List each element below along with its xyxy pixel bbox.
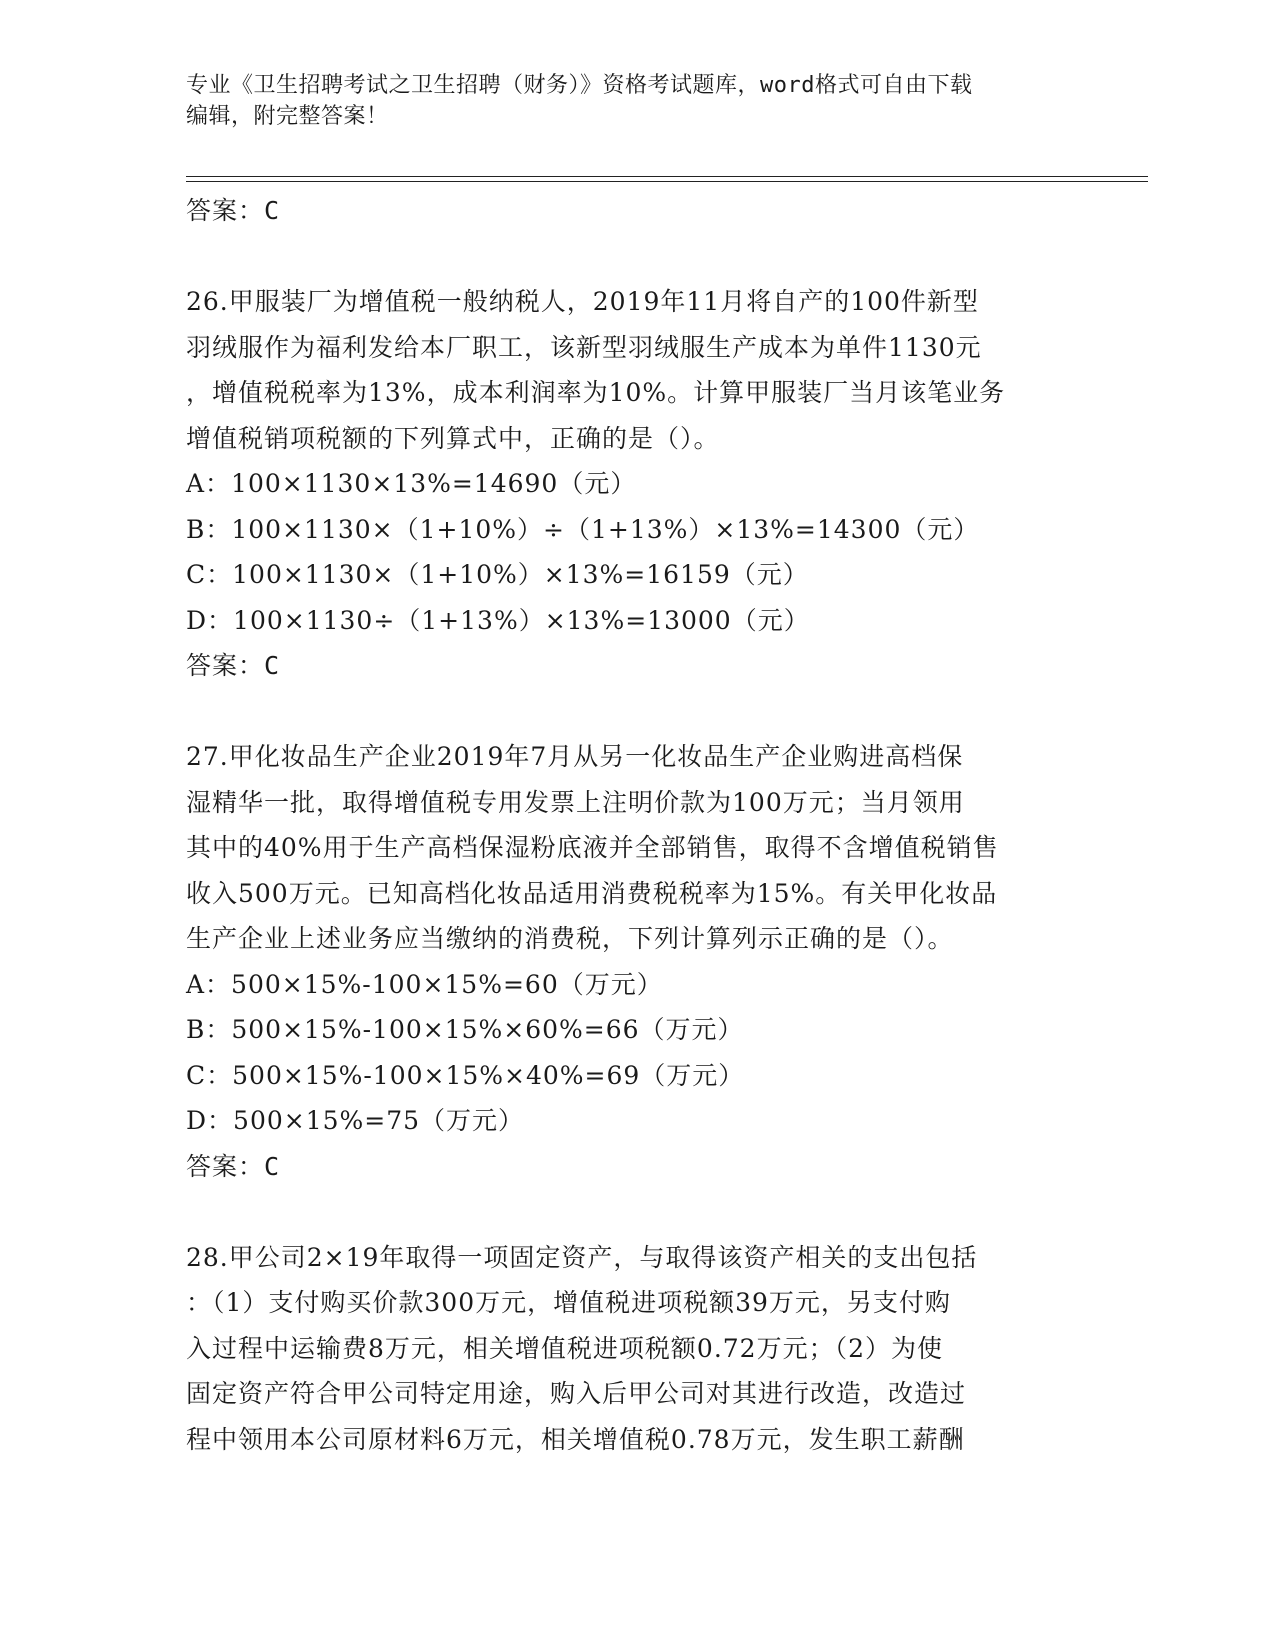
option-d: D：500×15%=75（万元）	[186, 1106, 525, 1135]
question-text-line: 26.甲服装厂为增值税一般纳税人，2019年11月将自产的100件新型	[186, 287, 979, 316]
question-28	[186, 1235, 1086, 1463]
question-text-line: 固定资产符合甲公司特定用途，购入后甲公司对其进行改造，改造过	[186, 1379, 967, 1408]
question-text-line: 增值税销项税额的下列算式中，正确的是（）。	[186, 423, 720, 453]
answer-26: 答案：C	[186, 651, 281, 680]
previous-answer: 答案：C	[186, 196, 281, 225]
question-text-line: 湿精华一批，取得增值税专用发票上注明价款为100万元；当月领用	[186, 787, 965, 817]
question-text-line: 羽绒服作为福利发给本厂职工，该新型羽绒服生产成本为单件1130元	[186, 332, 982, 362]
question-26	[186, 279, 1086, 689]
question-27	[186, 734, 1086, 1189]
answer-27: 答案：C	[186, 1151, 281, 1181]
option-b: B：500×15%-100×15%×60%=66（万元）	[186, 1015, 744, 1044]
option-a: A：100×1130×13%=14690（元）	[186, 469, 637, 498]
option-b: B：100×1130×（1+10%）÷（1+13%）×13%=14300（元）	[186, 514, 980, 544]
question-text-line: ，增值税税率为13%，成本利润率为10%。计算甲服装厂当月该笔业务	[186, 378, 1006, 407]
page-header	[186, 70, 1086, 132]
header-line-1: 专业《卫生招聘考试之卫生招聘（财务）》资格考试题库，word格式可自由下载	[186, 73, 973, 98]
option-c: C：500×15%-100×15%×40%=69（万元）	[186, 1060, 745, 1090]
question-text-line: 程中领用本公司原材料6万元，相关增值税0.78万元，发生职工薪酬	[186, 1424, 965, 1454]
header-divider-bottom	[186, 181, 1148, 182]
option-d: D：100×1130÷（1+13%）×13%=13000（元）	[186, 605, 810, 635]
question-text-line: 28.甲公司2×19年取得一项固定资产，与取得该资产相关的支出包括	[186, 1242, 978, 1272]
option-a: A：500×15%-100×15%=60（万元）	[186, 969, 663, 999]
question-text-line: 入过程中运输费8万元，相关增值税进项税额0.72万元；（2）为使	[186, 1333, 943, 1363]
header-line-2: 编辑，附完整答案！	[186, 104, 389, 129]
question-text-line: 其中的40%用于生产高档保湿粉底液并全部销售，取得不含增值税销售	[186, 833, 999, 862]
question-text-line: 27.甲化妆品生产企业2019年7月从另一化妆品生产企业购进高档保	[186, 742, 964, 771]
question-text-line: 生产企业上述业务应当缴纳的消费税，下列计算列示正确的是（）。	[186, 924, 954, 953]
question-text-line: 收入500万元。已知高档化妆品适用消费税税率为15%。有关甲化妆品	[186, 878, 998, 908]
question-text-line: ：（1）支付购买价款300万元，增值税进项税额39万元，另支付购	[186, 1288, 951, 1317]
option-c: C：100×1130×（1+10%）×13%=16159（元）	[186, 560, 809, 589]
header-divider-top	[186, 176, 1148, 177]
document-body	[186, 188, 1086, 1462]
